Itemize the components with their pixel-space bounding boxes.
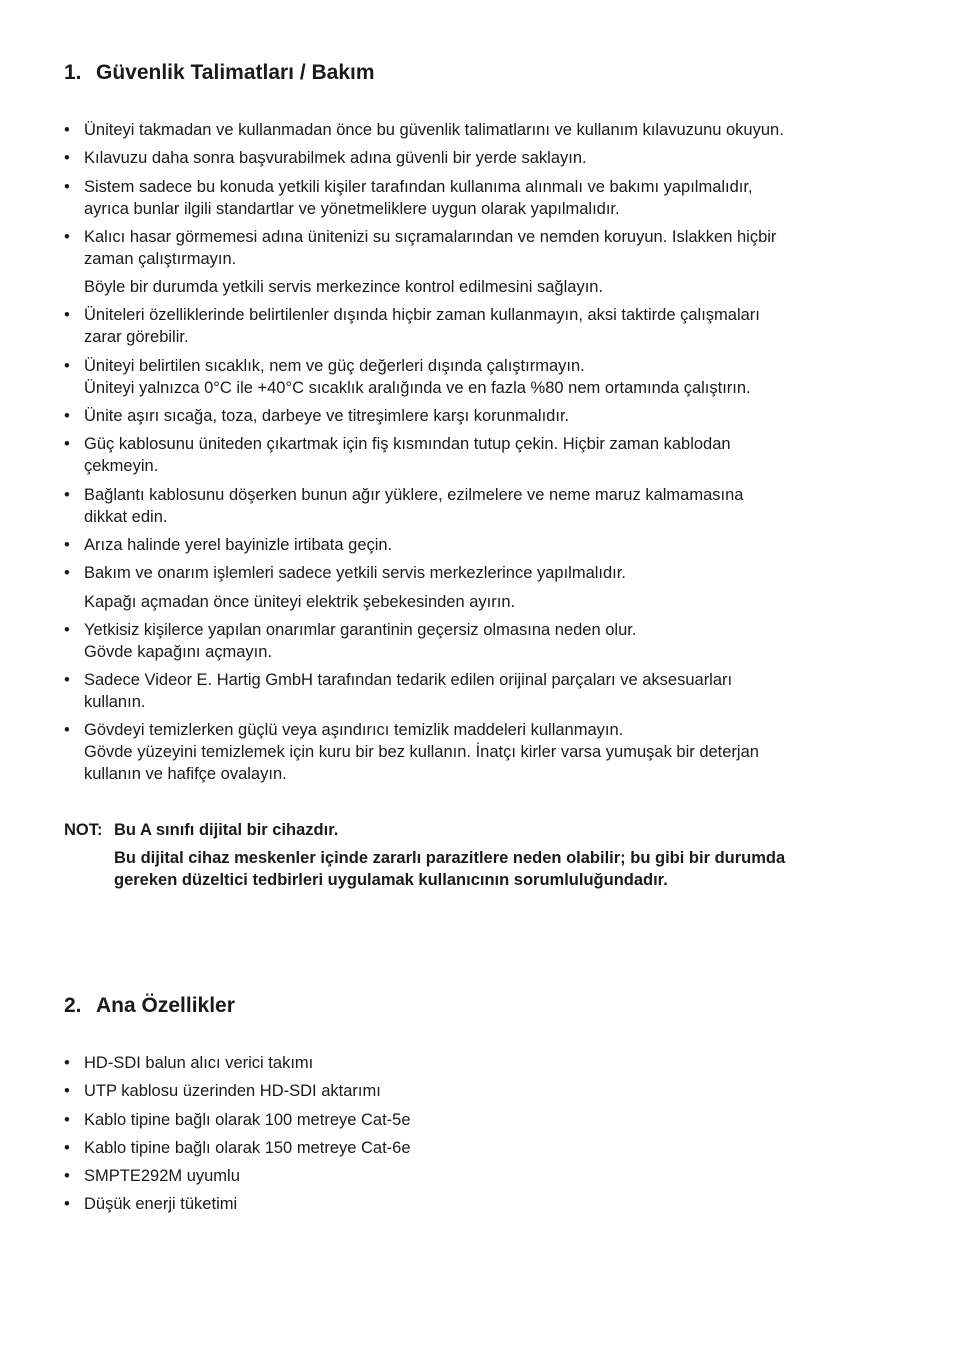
section-number: 2.	[64, 994, 82, 1017]
list-item-text: çekmeyin.	[84, 457, 159, 476]
section-title: Ana Özellikler	[96, 994, 235, 1017]
list-item-text: ayrıca bunlar ilgili standartlar ve yönetmeliklere uygun olarak yapılmalıdır.	[84, 199, 620, 218]
safety-instructions-list	[64, 119, 864, 792]
list-item	[64, 562, 864, 612]
list-item-text: Düşük enerji tüketimi	[84, 1195, 238, 1214]
section-title: Güvenlik Talimatları / Bakım	[96, 61, 375, 84]
list-item	[64, 719, 864, 785]
note-line: Bu A sınıfı dijital bir cihazdır.	[114, 821, 339, 839]
list-item	[64, 534, 864, 556]
list-item-text: kullanın ve hafifçe ovalayın.	[84, 765, 287, 784]
list-item	[64, 669, 864, 713]
section-heading-safety	[64, 60, 375, 86]
list-item-text: Üniteyi takmadan ve kullanmadan önce bu güvenlik talimatlarını ve kullanım kılavuzunu okuyun.	[84, 121, 784, 139]
list-item-text: Ünite aşırı sıcağa, toza, darbeye ve titreşimlere karşı korunmalıdır.	[84, 407, 570, 426]
bullet-point: •	[64, 121, 70, 139]
list-item-text: Kablo tipine bağlı olarak 150 metreye Cat-6e	[84, 1138, 411, 1157]
list-item	[64, 147, 864, 169]
list-item-text: Güç kablosunu üniteden çıkartmak için fiş kısmından tutup çekin. Hiçbir zaman kablodan	[84, 435, 731, 454]
bullet-point: •	[64, 227, 70, 246]
list-item	[64, 355, 864, 399]
list-item-text: Sadece Videor E. Hartig GmbH tarafından tedarik edilen orijinal parçaları ve aksesuarları	[84, 671, 733, 690]
list-item-note: Böyle bir durumda yetkili servis merkezince kontrol edilmesini sağlayın.	[84, 278, 604, 297]
list-item-text: kullanın.	[84, 693, 146, 712]
list-item-text: Arıza halinde yerel bayinizle irtibata geçin.	[84, 535, 393, 554]
list-item	[64, 119, 864, 141]
list-item-text: Gövde kapağını açmayın.	[84, 642, 273, 661]
list-item-text: UTP kablosu üzerinden HD-SDI aktarımı	[84, 1082, 381, 1101]
list-item-text: Bağlantı kablosunu döşerken bunun ağır yüklere, ezilmelere ve neme maruz kalmamasına	[84, 485, 744, 504]
list-item	[64, 1193, 864, 1215]
bullet-point: •	[64, 1082, 70, 1101]
list-item-text: Gövde yüzeyini temizlemek için kuru bir bez kullanın. İnatçı kirler varsa yumuşak bir deterjan	[84, 743, 759, 762]
list-item-text: Kablo tipine bağlı olarak 100 metreye Cat-5e	[84, 1110, 411, 1129]
list-item	[64, 176, 864, 220]
list-item	[64, 405, 864, 427]
list-item-text: zarar görebilir.	[84, 328, 189, 347]
list-item-text: Sistem sadece bu konuda yetkili kişiler tarafından kullanıma alınmalı ve bakımı yapılmalıdır,	[84, 177, 753, 196]
bullet-point: •	[64, 1195, 70, 1214]
bullet-point: •	[64, 177, 70, 196]
note-label: NOT:	[64, 821, 103, 839]
bullet-point: •	[64, 671, 70, 690]
list-item	[64, 1165, 864, 1187]
list-item	[64, 1137, 864, 1159]
bullet-point: •	[64, 1110, 70, 1129]
features-list	[64, 1052, 864, 1222]
list-item-text: Gövdeyi temizlerken güçlü veya aşındırıcı temizlik maddeleri kullanmayın.	[84, 721, 624, 740]
list-item-text: Bakım ve onarım işlemleri sadece yetkili servis merkezlerince yapılmalıdır.	[84, 564, 626, 583]
note-line: gereken düzeltici tedbirleri uygulamak kullanıcının sorumluluğundadır.	[114, 871, 668, 889]
list-item-text: dikkat edin.	[84, 507, 168, 526]
note-body	[114, 819, 864, 891]
list-item-text: SMPTE292M uyumlu	[84, 1167, 240, 1186]
list-item	[64, 433, 864, 477]
bullet-point: •	[64, 1138, 70, 1157]
list-item-text: Üniteleri özelliklerinde belirtilenler dışında hiçbir zaman kullanmayın, aksi taktirde çalışmaları	[84, 306, 760, 325]
bullet-point: •	[64, 485, 70, 504]
bullet-point: •	[64, 721, 70, 740]
list-item	[64, 1052, 864, 1074]
list-item	[64, 619, 864, 663]
list-item-text: Üniteyi belirtilen sıcaklık, nem ve güç değerleri dışında çalıştırmayın.	[84, 356, 585, 375]
list-item	[64, 226, 864, 298]
list-item	[64, 484, 864, 528]
list-item-text: Yetkisiz kişilerce yapılan onarımlar garantinin geçersiz olmasına neden olur.	[84, 620, 637, 639]
bullet-point: •	[64, 1167, 70, 1186]
note-block	[64, 819, 864, 891]
bullet-point: •	[64, 356, 70, 375]
bullet-point: •	[64, 149, 70, 168]
list-item-text: HD-SDI balun alıcı verici takımı	[84, 1054, 314, 1072]
list-item-text: zaman çalıştırmayın.	[84, 249, 237, 268]
list-item-note: Kapağı açmadan önce üniteyi elektrik şebekesinden ayırın.	[84, 592, 516, 611]
note-line: Bu dijital cihaz meskenler içinde zararlı parazitlere neden olabilir; bu gibi bir durumda	[114, 849, 786, 867]
bullet-point: •	[64, 407, 70, 426]
bullet-point: •	[64, 435, 70, 454]
list-item-text: Kılavuzu daha sonra başvurabilmek adına güvenli bir yerde saklayın.	[84, 149, 587, 168]
list-item	[64, 304, 864, 348]
list-item	[64, 1080, 864, 1102]
list-item-text: Kalıcı hasar görmemesi adına ünitenizi su sıçramalarından ve nemden koruyun. Islakken hiçbir	[84, 227, 777, 246]
section-heading-features	[64, 993, 235, 1019]
bullet-point: •	[64, 564, 70, 583]
list-item-text: Üniteyi yalnızca 0°C ile +40°C sıcaklık aralığında ve en fazla %80 nem ortamında çalıştırın.	[84, 378, 751, 397]
bullet-point: •	[64, 535, 70, 554]
bullet-point: •	[64, 306, 70, 325]
bullet-point: •	[64, 620, 70, 639]
list-item	[64, 1109, 864, 1131]
section-number: 1.	[64, 61, 82, 84]
bullet-point: •	[64, 1054, 70, 1072]
